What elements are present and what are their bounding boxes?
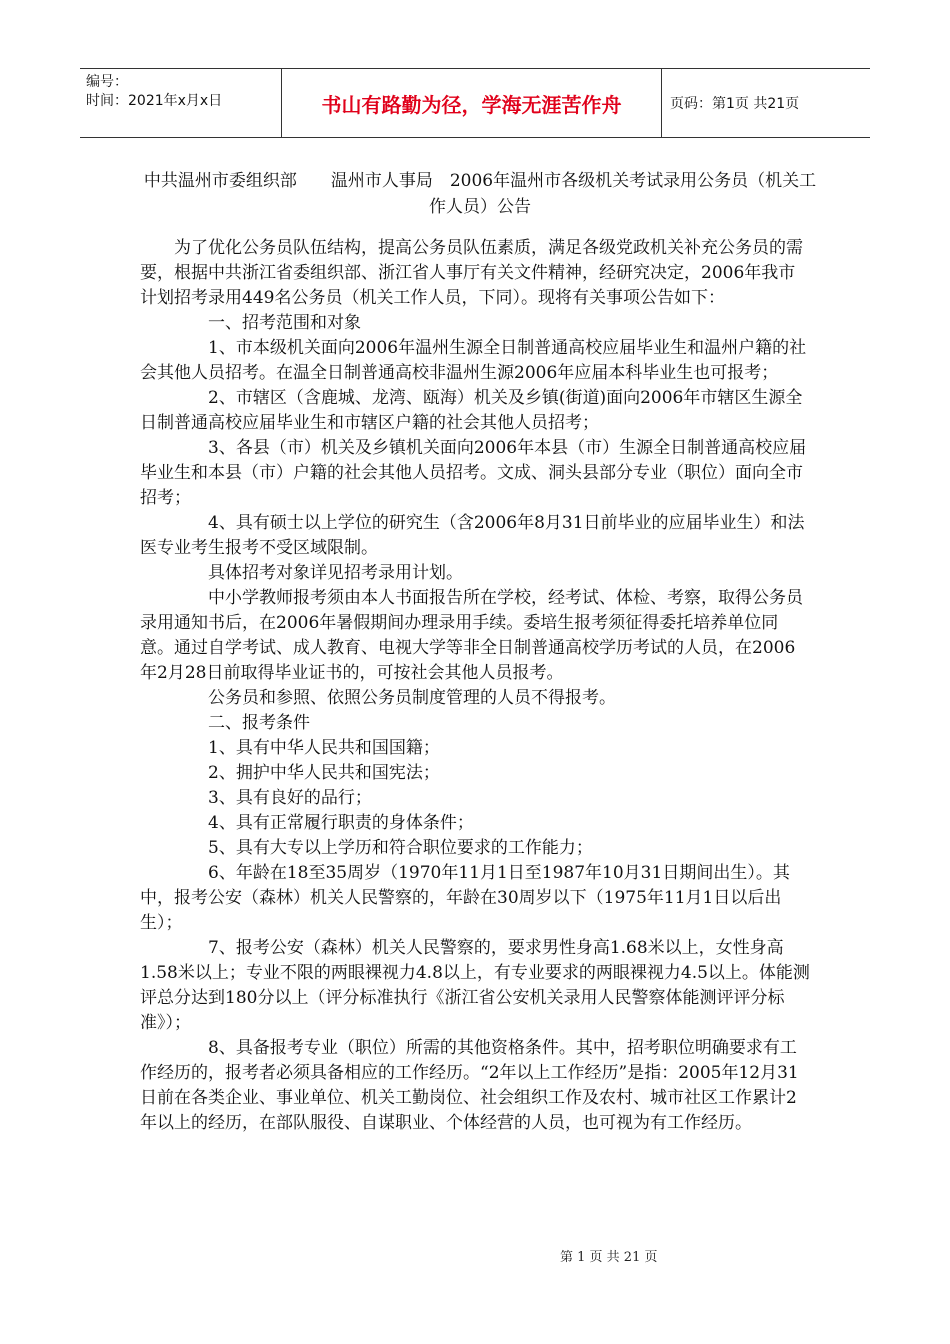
paragraph: 7、报考公安（森林）机关人民警察的，要求男性身高1.68米以上，女性身高1.58米以上；专业不限的两眼裸视力4.8以上，有专业要求的两眼裸视力4.5以上。体能测评总分达到180分以上（评分标准执行《浙江省公安机关录用人民警察体能测评评分标准》）； (140, 938, 810, 1033)
number-label: 编号： (86, 74, 128, 90)
document-body (140, 236, 812, 1136)
paragraph: 1、市本级机关面向2006年温州生源全日制普通高校应届毕业生和温州户籍的社会其他人员招考。在温全日制普通高校非温州生源2006年应届本科毕业生也可报考； (140, 338, 807, 383)
paragraph: 3、各县（市）机关及乡镇机关面向2006年本县（市）生源全日制普通高校应届毕业生和本县（市）户籍的社会其他人员招考。文成、洞头县部分专业（职位）面向全市招考； (140, 438, 807, 508)
header-meta-cell (80, 69, 282, 137)
paragraph: 中小学教师报考须由本人书面报告所在学校，经考试、体检、考察，取得公务员录用通知书后，在2006年暑假期间办理录用手续。委培生报考须征得委托培养单位同意。通过自学考试、成人教育、电视大学等非全日制普通高校学历考试的人员，在2006年2月28日前取得毕业证书的，可按社会其他人员报考。 (140, 588, 803, 683)
header-table (80, 68, 870, 138)
time-label: 时间：2021年x月x日 (86, 93, 223, 109)
document-title: 中共温州市委组织部 温州市人事局 2006年温州市各级机关考试录用公务员（机关工作人员）公告 (143, 171, 817, 217)
paragraph: 6、年龄在18至35周岁（1970年11月1日至1987年10月31日期间出生）。其中，报考公安（森林）机关人民警察的，年龄在30周岁以下（1975年11月1日以后出生）； (140, 863, 790, 933)
paragraph: 二、报考条件 (208, 713, 310, 733)
paragraph: 为了优化公务员队伍结构，提高公务员队伍素质，满足各级党政机关补充公务员的需要，根据中共浙江省委组织部、浙江省人事厅有关文件精神，经研究决定，2006年我市计划招考录用449名公务员（机关工作人员，下同）。现将有关事项公告如下： (140, 238, 803, 308)
page-info: 页码：第1页 共21页 (670, 96, 800, 112)
paragraph: 1、具有中华人民共和国国籍； (208, 738, 440, 758)
page-footer: 第 1 页 共 21 页 (560, 1250, 658, 1265)
paragraph: 4、具有硕士以上学位的研究生（含2006年8月31日前毕业的应届毕业生）和法医专业考生报考不受区域限制。 (140, 513, 805, 558)
paragraph: 3、具有良好的品行； (208, 788, 372, 808)
paragraph: 8、具备报考专业（职位）所需的其他资格条件。其中，招考职位明确要求有工作经历的，报考者必须具备相应的工作经历。“2年以上工作经历”是指：2005年12月31日前在各类企业、事业单位、机关工勤岗位、社会组织工作及农村、城市社区工作累计2年以上的经历，在部队服役、自谋职业、个体经营的人员，也可视为有工作经历。 (140, 1038, 799, 1133)
paragraph: 一、招考范围和对象 (208, 313, 361, 333)
paragraph: 具体招考对象详见招考录用计划。 (208, 563, 463, 583)
paragraph: 2、市辖区（含鹿城、龙湾、瓯海）机关及乡镇(街道)面向2006年市辖区生源全日制普通高校应届毕业生和市辖区户籍的社会其他人员招考； (140, 388, 803, 433)
paragraph: 2、拥护中华人民共和国宪法； (208, 763, 440, 783)
paragraph: 公务员和参照、依照公务员制度管理的人员不得报考。 (208, 688, 616, 708)
paragraph: 4、具有正常履行职责的身体条件； (208, 813, 474, 833)
paragraph: 5、具有大专以上学历和符合职位要求的工作能力； (208, 838, 593, 858)
motto-text: 书山有路勤为径，学海无涯苦作舟 (282, 69, 662, 137)
